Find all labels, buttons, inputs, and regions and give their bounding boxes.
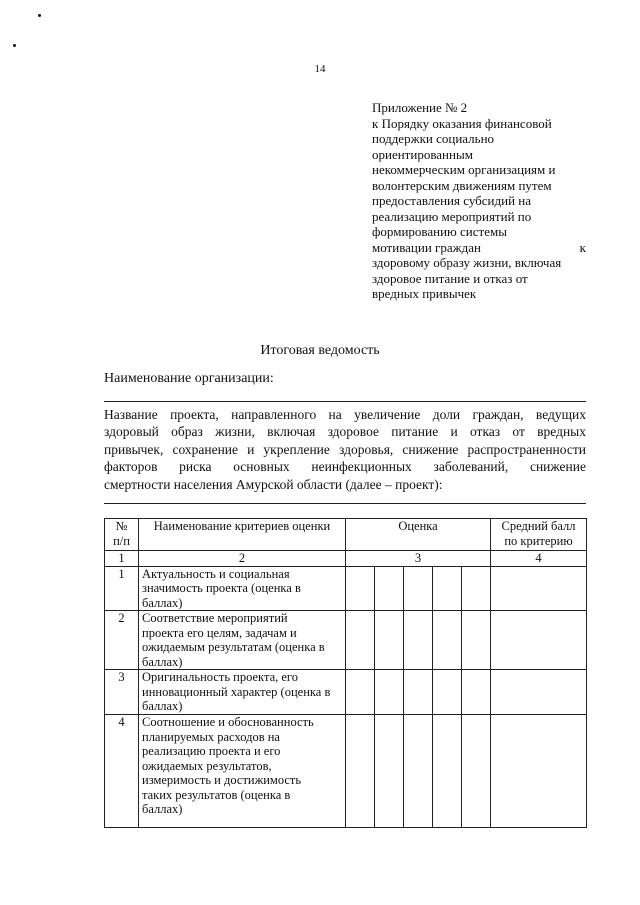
criterion-line: измеримость и достижимость	[142, 773, 302, 787]
criterion-name	[139, 566, 346, 611]
scan-speck	[38, 14, 41, 17]
column-number: 1	[105, 551, 139, 567]
table-header-row	[105, 519, 587, 551]
criterion-name	[139, 670, 346, 715]
document-title: Итоговая ведомость	[260, 343, 380, 358]
appendix-line: ориентированным	[372, 146, 473, 162]
criterion-line: таких результатов (оценка в	[142, 787, 291, 802]
criterion-line: баллах)	[142, 699, 183, 713]
average-cell[interactable]	[491, 611, 587, 670]
criterion-line: баллах)	[142, 654, 183, 669]
score-cell[interactable]	[375, 670, 404, 715]
score-cell[interactable]	[346, 670, 375, 715]
row-number: 2	[105, 611, 139, 670]
score-cell[interactable]	[404, 670, 433, 715]
criteria-table	[104, 518, 587, 828]
column-number: 3	[346, 551, 491, 567]
appendix-line: здоровому образу жизни, включая	[372, 255, 562, 270]
column-number: 4	[491, 551, 587, 567]
column-number: 2	[139, 551, 346, 567]
criterion-line: баллах)	[142, 595, 183, 610]
header-score: Оценка	[346, 519, 491, 551]
score-cell[interactable]	[346, 715, 375, 828]
project-fill-line	[104, 503, 586, 504]
score-cell[interactable]	[375, 715, 404, 828]
score-cell[interactable]	[346, 566, 375, 611]
appendix-line: вредных привычек	[372, 286, 477, 301]
score-cell[interactable]	[433, 611, 462, 670]
criterion-line: планируемых расходов на	[142, 729, 280, 744]
criterion-line: Актуальность и социальная	[142, 566, 290, 581]
criterion-line: инновационный характер (оценка в	[142, 684, 331, 699]
appendix-split-left: мотивации граждан	[372, 239, 481, 255]
appendix-block	[372, 100, 586, 302]
score-cell[interactable]	[404, 715, 433, 828]
header-num-line2: п/п	[113, 533, 130, 548]
project-description	[104, 406, 586, 493]
header-average	[491, 519, 587, 551]
score-cell[interactable]	[375, 611, 404, 670]
criterion-line: значимость проекта (оценка в	[142, 581, 301, 595]
criterion-line: Соответствие мероприятий	[142, 611, 288, 625]
score-cell[interactable]	[462, 566, 491, 611]
table-row	[105, 611, 587, 670]
score-cell[interactable]	[404, 611, 433, 670]
column-number-row	[105, 551, 587, 567]
appendix-line: формированию системы	[372, 224, 507, 239]
score-cell[interactable]	[433, 670, 462, 715]
appendix-line: предоставления субсидий на	[372, 193, 532, 208]
criterion-line: проекта его целям, задачам и	[142, 625, 297, 640]
average-cell[interactable]	[491, 566, 587, 611]
criterion-line: реализацию проекта и его	[142, 744, 281, 758]
criterion-name	[139, 611, 346, 670]
score-cell[interactable]	[433, 566, 462, 611]
project-line: привычек, сохранение и укрепление здоровья, снижение распространенности	[104, 441, 586, 457]
criterion-name	[139, 715, 346, 828]
header-average-line1: Средний балл	[501, 519, 576, 533]
appendix-line: Приложение № 2	[372, 100, 468, 115]
appendix-line: к Порядку оказания финансовой	[372, 115, 552, 131]
project-line: здоровый образ жизни, включая здоровое питание и отказ от вредных	[104, 424, 586, 440]
score-cell[interactable]	[462, 670, 491, 715]
criterion-line: Соотношение и обоснованность	[142, 715, 314, 729]
criterion-line: ожидаемым результатам (оценка в	[142, 640, 325, 654]
header-average-line2: по критерию	[504, 533, 573, 548]
header-num-line1: №	[115, 519, 128, 533]
appendix-line: реализацию мероприятий по	[372, 208, 532, 224]
project-line: смертности населения Амурской области (далее – проект):	[104, 476, 443, 492]
score-cell[interactable]	[462, 715, 491, 828]
table-row	[105, 566, 587, 611]
score-cell[interactable]	[462, 611, 491, 670]
appendix-line: здоровое питание и отказ от	[372, 270, 528, 286]
average-cell[interactable]	[491, 670, 587, 715]
project-line: Название проекта, направленного на увеличение доли граждан, ведущих	[104, 407, 586, 422]
score-cell[interactable]	[375, 566, 404, 611]
score-cell[interactable]	[433, 715, 462, 828]
criterion-line: Оригинальность проекта, его	[142, 670, 298, 684]
table-row	[105, 670, 587, 715]
table-row	[105, 715, 587, 828]
appendix-line: поддержки социально	[372, 131, 495, 146]
header-num	[105, 519, 139, 551]
row-number: 1	[105, 566, 139, 611]
organization-fill-line	[104, 401, 586, 402]
appendix-split-line	[372, 240, 586, 256]
organization-label: Наименование организации:	[104, 371, 274, 386]
criterion-line: баллах)	[142, 802, 183, 816]
appendix-line: некоммерческим организациям и	[372, 162, 556, 177]
page-number: 14	[314, 63, 326, 75]
score-cell[interactable]	[404, 566, 433, 611]
project-line: факторов риска основных неинфекционных заболеваний, снижение	[104, 459, 586, 475]
score-cell[interactable]	[346, 611, 375, 670]
criterion-line: ожидаемых результатов,	[142, 758, 272, 773]
appendix-line: волонтерским движениям путем	[372, 177, 552, 193]
average-cell[interactable]	[491, 715, 587, 828]
scan-speck	[13, 44, 16, 47]
row-number: 3	[105, 670, 139, 715]
header-criteria: Наименование критериев оценки	[139, 519, 346, 551]
row-number: 4	[105, 715, 139, 828]
appendix-split-right: к	[579, 239, 586, 255]
